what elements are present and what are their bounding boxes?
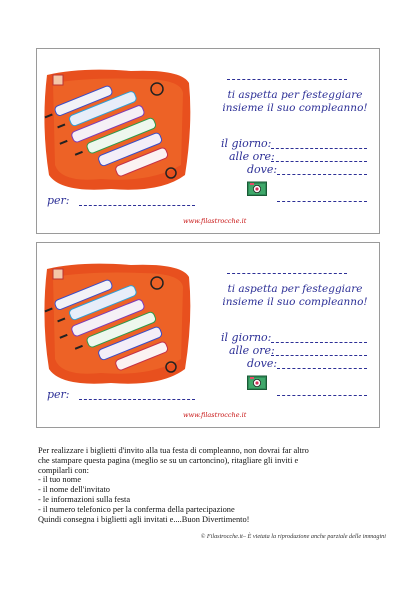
- phone-line: [277, 395, 367, 396]
- instructions-line: Per realizzare i biglietti d'invito alla tua festa di compleanno, non dovrai far altro: [38, 446, 309, 455]
- invite-line-1: ti aspetta per festeggiare: [227, 89, 363, 101]
- time-line: [271, 355, 367, 356]
- time-line: [271, 161, 367, 162]
- for-line: [79, 399, 195, 400]
- instructions-line: compilarli con:: [38, 465, 89, 475]
- camera-icon: [247, 375, 267, 390]
- invite-line-2: insieme il suo compleanno!: [222, 102, 368, 114]
- camera-icon: [247, 181, 267, 196]
- instructions-line: - le informazioni sulla festa: [38, 494, 131, 504]
- host-name-line: [227, 273, 347, 274]
- day-label: il giorno:: [221, 331, 272, 344]
- time-label: alle ore:: [229, 150, 275, 163]
- invitation-card-2: [36, 242, 380, 428]
- invite-line-1: ti aspetta per festeggiare: [227, 283, 363, 295]
- website-link[interactable]: www.filastrocche.it: [183, 411, 247, 419]
- instructions-text: [38, 446, 388, 524]
- candles-painting-illustration: [41, 259, 193, 389]
- time-label: alle ore:: [229, 344, 275, 357]
- instructions-line: - il numero telefonico per la conferma della partecipazione: [38, 504, 235, 514]
- invite-line-2: insieme il suo compleanno!: [222, 296, 368, 308]
- instructions-line: che stampare questa pagina (meglio se su un cartoncino), ritagliare gli inviti e: [38, 455, 299, 465]
- instructions-line: - il nome dell'invitato: [38, 485, 110, 495]
- instructions-line: - il tuo nome: [38, 475, 82, 485]
- place-label: dove:: [247, 163, 278, 176]
- day-label: il giorno:: [221, 137, 272, 150]
- place-line: [277, 174, 367, 175]
- day-line: [271, 148, 367, 149]
- for-label: per:: [47, 388, 70, 401]
- place-label: dove:: [247, 357, 278, 370]
- instructions-line: Quindi consegna i biglietti agli invitati e....Buon Divertimento!: [38, 514, 250, 524]
- invitation-card-1: [36, 48, 380, 234]
- for-line: [79, 205, 195, 206]
- website-link[interactable]: www.filastrocche.it: [183, 217, 247, 225]
- phone-line: [277, 201, 367, 202]
- day-line: [271, 342, 367, 343]
- copyright-footer: © Filastrocche.it– È vietata la riproduzione anche parziale delle immagini: [200, 533, 386, 540]
- candles-painting-illustration: [41, 65, 193, 195]
- host-name-line: [227, 79, 347, 80]
- place-line: [277, 368, 367, 369]
- for-label: per:: [47, 194, 70, 207]
